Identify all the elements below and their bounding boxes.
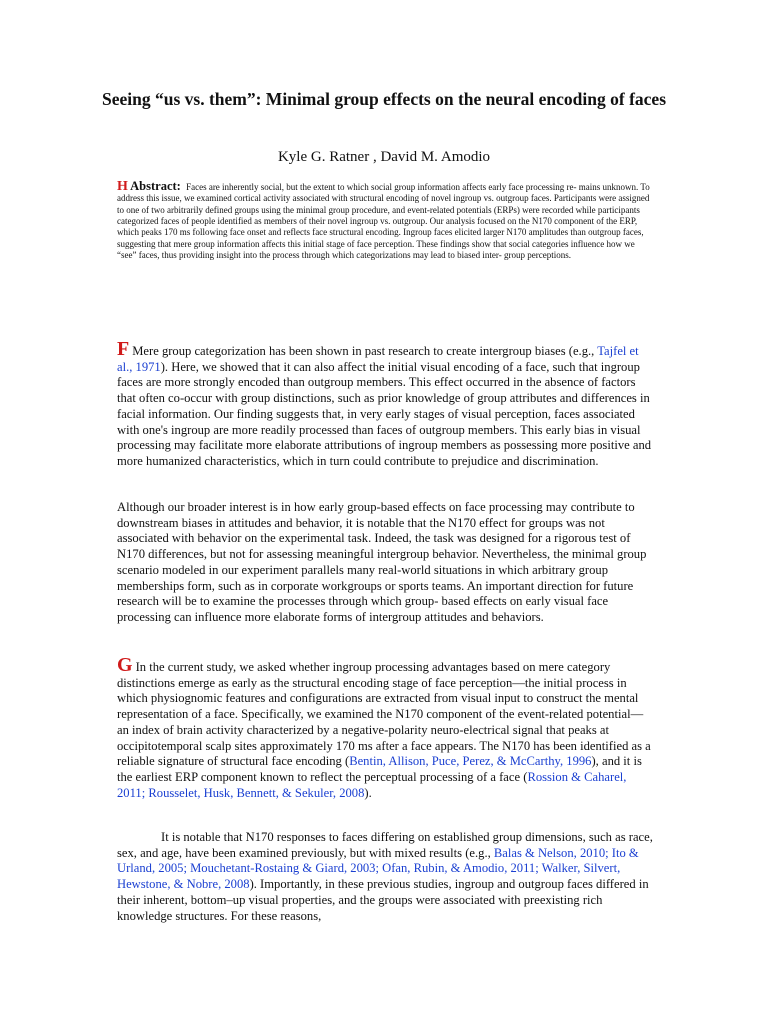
paragraph-3-text-a: In the current study, we asked whether ingroup processing advantages based on mere category distinctions emerge as early as the structural encoding stage of face perception—the initial process in which physiognomic features and configurations are extracted from visual input to construct the mental representation of a face. Specifically, we examined the N170 component of the event-related potential— an index of brain activity characterized by a negative-polarity neuro-electrical signal that peaks at occipitotemporal scalp sites approximately 170 ms after a face appears. The N170 has been identified as a reliable signature of structural face encoding ( xyxy=(117,660,651,769)
paragraph-1-drop-cap: F xyxy=(117,338,130,360)
citation-link[interactable]: Bentin, Allison, Puce, Perez, & McCarthy, 1996 xyxy=(349,754,592,769)
paragraph-3-drop-cap: G xyxy=(117,654,133,676)
paragraph-1-text-b: ). Here, we showed that it can also affect the initial visual encoding of a face, such that ingroup faces are more strongly encoded than outgroup members. This effect occurred in the absence of factors that often co-occur with group distinctions, such as prior knowledge of group attributes and differences in facial information. Our finding suggests that, in very early stages of visual perception, faces associated with one's ingroup are more readily processed than faces of outgroup members. This early bias in visual processing may facilitate more elaborate attributions of ingroup members as possessing more positive and more humanized characteristics, which in turn could contribute to prejudice and discrimination. xyxy=(117,359,652,468)
paragraph-4-text-a: It is notable that N170 responses to faces differing on established group dimensions, such as race, sex, and age, have been examined previously, but with mixed results (e.g., xyxy=(117,830,653,860)
paragraph-1-text-a: Mere group categorization has been shown in past research to create intergroup biases (e.g., xyxy=(132,344,598,358)
paragraph-3-text-c: ). xyxy=(364,785,372,800)
citation-link[interactable]: Tajfel et al., 1971 xyxy=(117,344,639,374)
abstract xyxy=(117,181,653,261)
abstract-drop-cap: H xyxy=(117,179,128,194)
paper-authors: Kyle G. Ratner , David M. Amodio xyxy=(277,149,491,165)
citation-link[interactable]: Balas & Nelson, 2010; Ito & Urland, 2005; Mouchetant-Rostaing & Giard, 2003; Ofan, Rubin, & Amodio, 2011; Walker, Silvert, Hewstone, & Nobre, 2008 xyxy=(117,845,639,892)
paragraph-2-text: Although our broader interest is in how early group-based effects on face processing may contribute to downstream biases in attitudes and behavior, it is notable that the N170 effect for groups was not associated with behavior on the experimental task. Indeed, the task was designed for a rigorous test of N170 differences, but not for assessing meaningful intergroup behavior. Nevertheless, the minimal group scenario modeled in our experiment parallels many real-world situations in which arbitrary group memberships form, such as in corporate workgroups or sports teams. An important direction for future research will be to examine the processes through which group- based effects on early visual face processing can influence more elaborate forms of intergroup attitudes and behaviors. xyxy=(117,500,647,624)
body-paragraph-2 xyxy=(117,500,655,626)
citation-link[interactable]: Rossion & Caharel, 2011; Rousselet, Husk, Bennett, & Sekuler, 2008 xyxy=(117,769,627,800)
body-paragraph-3 xyxy=(117,654,655,801)
body-paragraph-4 xyxy=(117,830,655,924)
body-paragraph-1 xyxy=(117,338,655,470)
abstract-text: Faces are inherently social, but the extent to which social group information affects early face processing re- mains unknown. To address this issue, we examined cortical activity associated with structural encoding of novel ingroup vs. outgroup faces. Participants were assigned to one of two arbitrarily defined groups using the minimal group procedure, and event-related potentials (ERPs) were recorded while participants categorized faces of people identified as members of their novel ingroup vs. outgroup. Our analysis focused on the N170 component of the ERP, which peaks 170 ms following face onset and reflects face structural encoding. Ingroup faces elicited larger N170 amplitudes than outgroup faces, suggesting that mere group information affects this initial stage of face perception. These findings show that social categories influence how we “see” faces, thus providing insight into the process through which categorizations may lead to biased inter- group perceptions. xyxy=(117,182,650,261)
abstract-label: Abstract: xyxy=(130,179,181,193)
paragraph-3-text-b: ), and it is the earliest ERP component known to reflect the perceptual processing of a face ( xyxy=(117,754,642,784)
paper-title: Seeing “us vs. them”: Minimal group effects on the neural encoding of faces xyxy=(101,89,667,109)
paragraph-4-text-b: ). Importantly, in these previous studies, ingroup and outgroup faces differed in their inherent, bottom–up visual properties, and the groups were associated with preexisting rich knowledge structures. For these reasons, xyxy=(117,877,649,923)
